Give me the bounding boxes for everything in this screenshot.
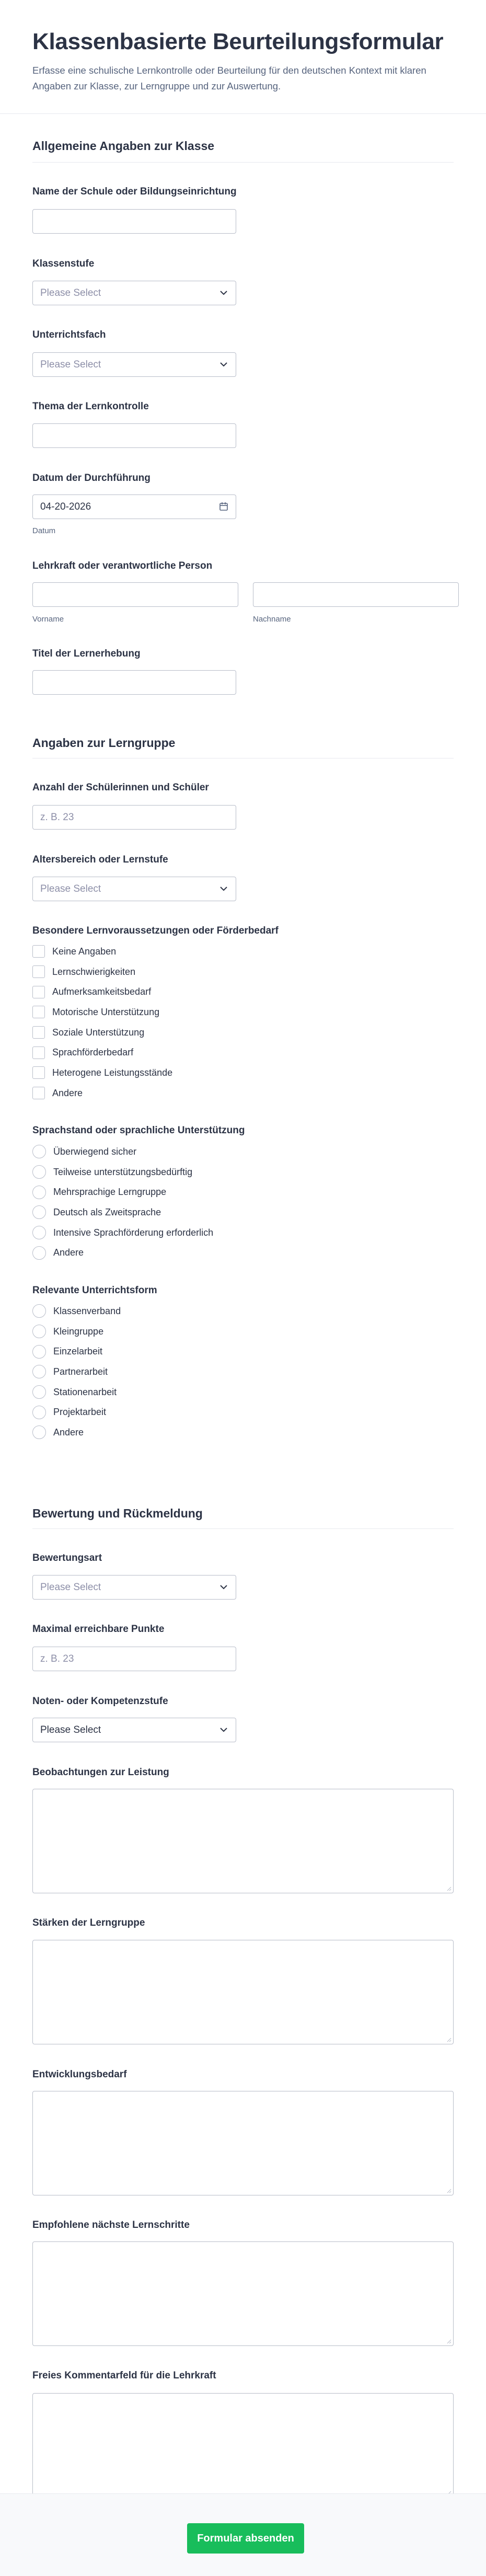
teacher-label: Lehrkraft oder verantwortliche Person <box>32 560 213 571</box>
topic-label: Thema der Lernkontrolle <box>32 401 149 412</box>
assessment-title-input[interactable] <box>32 670 236 695</box>
radio-option[interactable]: Andere <box>32 1243 213 1263</box>
comment-textarea[interactable] <box>32 2393 454 2498</box>
strengths-textarea[interactable] <box>32 1940 454 2044</box>
radio-option[interactable]: Stationenarbeit <box>32 1382 121 1402</box>
grade-level-select-value: Please Select <box>40 1724 101 1735</box>
eval-type-select-value: Please Select <box>40 1582 101 1593</box>
form-footer <box>0 2493 486 2576</box>
last-name-sublabel: Nachname <box>253 615 291 624</box>
chevron-down-icon <box>220 1584 227 1590</box>
chevron-down-icon <box>220 1727 227 1732</box>
eval-type-select[interactable] <box>32 1575 236 1600</box>
radio-option[interactable]: Partnerarbeit <box>32 1362 121 1382</box>
chevron-down-icon <box>220 362 227 367</box>
radio-option[interactable]: Überwiegend sicher <box>32 1142 213 1162</box>
date-input[interactable] <box>32 494 236 519</box>
first-name-sublabel: Vorname <box>32 615 64 624</box>
checkbox-option[interactable]: Aufmerksamkeitsbedarf <box>32 982 172 1002</box>
language-label: Sprachstand oder sprachliche Unterstützung <box>32 1125 245 1136</box>
section-heading-group: Angaben zur Lerngruppe <box>32 736 176 750</box>
subject-select[interactable] <box>32 352 236 377</box>
max-points-input[interactable] <box>32 1647 236 1671</box>
next-steps-textarea[interactable] <box>32 2241 454 2346</box>
form-header <box>0 0 486 114</box>
page-title: Klassenbasierte Beurteilungsformular <box>32 29 444 54</box>
teacher-first-name-input[interactable] <box>32 582 238 607</box>
checkbox[interactable] <box>32 945 45 958</box>
radio-button[interactable] <box>32 1246 46 1260</box>
needs-checkbox-group <box>32 941 172 1103</box>
eval-type-label: Bewertungsart <box>32 1552 102 1563</box>
age-range-select-value: Please Select <box>40 883 101 894</box>
student-count-input[interactable] <box>32 805 236 830</box>
radio-option[interactable]: Projektarbeit <box>32 1402 121 1422</box>
grade-label: Klassenstufe <box>32 258 95 269</box>
section-heading-evaluation: Bewertung und Rückmeldung <box>32 1506 203 1520</box>
radio-button[interactable] <box>32 1145 46 1158</box>
teaching-form-radio-group <box>32 1301 121 1443</box>
radio-button[interactable] <box>32 1385 46 1399</box>
max-points-label: Maximal erreichbare Punkte <box>32 1624 165 1635</box>
assessment-title-label: Titel der Lernerhebung <box>32 648 141 659</box>
grade-select-value: Please Select <box>40 288 101 298</box>
radio-button[interactable] <box>32 1226 46 1239</box>
student-count-label: Anzahl der Schülerinnen und Schüler <box>32 782 209 793</box>
radio-button[interactable] <box>32 1425 46 1439</box>
radio-option[interactable]: Klassenverband <box>32 1301 121 1321</box>
needs-label: Besondere Lernvoraussetzungen oder Förderbedarf <box>32 925 279 936</box>
grade-select[interactable] <box>32 281 236 305</box>
section-divider <box>32 1528 454 1529</box>
calendar-icon[interactable] <box>219 502 228 511</box>
checkbox-option[interactable]: Lernschwierigkeiten <box>32 962 172 982</box>
strengths-label: Stärken der Lerngruppe <box>32 1917 145 1928</box>
observations-textarea[interactable] <box>32 1789 454 1893</box>
radio-option[interactable]: Intensive Sprachförderung erforderlich <box>32 1223 213 1243</box>
radio-option[interactable]: Deutsch als Zweitsprache <box>32 1202 213 1223</box>
checkbox-option[interactable]: Andere <box>32 1083 172 1103</box>
checkbox-option[interactable]: Sprachförderbedarf <box>32 1042 172 1063</box>
radio-button[interactable] <box>32 1304 46 1318</box>
checkbox-option[interactable]: Soziale Unterstützung <box>32 1022 172 1043</box>
page-description: Erfasse eine schulische Lernkontrolle oder Beurteilung für den deutschen Kontext mit klaren Angaben zur Klasse, zur Lerngruppe und zur Auswertung. <box>32 65 426 91</box>
development-label: Entwicklungsbedarf <box>32 2069 127 2080</box>
radio-option[interactable]: Teilweise unterstützungsbedürftig <box>32 1162 213 1182</box>
checkbox[interactable] <box>32 1046 45 1059</box>
radio-option[interactable]: Mehrsprachige Lerngruppe <box>32 1182 213 1202</box>
checkbox-option[interactable]: Heterogene Leistungsstände <box>32 1063 172 1083</box>
radio-button[interactable] <box>32 1165 46 1179</box>
checkbox-option[interactable]: Motorische Unterstützung <box>32 1002 172 1022</box>
date-label: Datum der Durchführung <box>32 473 151 484</box>
chevron-down-icon <box>220 290 227 295</box>
subject-label: Unterrichtsfach <box>32 329 106 340</box>
grade-level-select[interactable] <box>32 1718 236 1742</box>
checkbox[interactable] <box>32 1087 45 1099</box>
age-range-select[interactable] <box>32 877 236 901</box>
radio-button[interactable] <box>32 1186 46 1199</box>
grade-level-label: Noten- oder Kompetenzstufe <box>32 1696 168 1707</box>
checkbox[interactable] <box>32 986 45 998</box>
observations-label: Beobachtungen zur Leistung <box>32 1767 169 1778</box>
date-value: 04-20-2026 <box>40 501 91 512</box>
development-textarea[interactable] <box>32 2091 454 2195</box>
resize-grip-icon[interactable] <box>446 2339 452 2344</box>
resize-grip-icon[interactable] <box>446 1886 452 1891</box>
radio-option[interactable]: Kleingruppe <box>32 1321 121 1342</box>
radio-button[interactable] <box>32 1406 46 1419</box>
topic-input[interactable] <box>32 423 236 448</box>
checkbox[interactable] <box>32 1026 45 1039</box>
next-steps-label: Empfohlene nächste Lernschritte <box>32 2220 190 2230</box>
comment-label: Freies Kommentarfeld für die Lehrkraft <box>32 2370 216 2381</box>
resize-grip-icon[interactable] <box>446 2188 452 2193</box>
checkbox[interactable] <box>32 1006 45 1018</box>
age-range-label: Altersbereich oder Lernstufe <box>32 854 168 865</box>
checkbox-option[interactable]: Keine Angaben <box>32 941 172 962</box>
resize-grip-icon[interactable] <box>446 2037 452 2042</box>
submit-button[interactable]: Formular absenden <box>187 2523 304 2554</box>
radio-option[interactable]: Andere <box>32 1422 121 1443</box>
radio-button[interactable] <box>32 1325 46 1338</box>
teacher-last-name-input[interactable] <box>253 582 459 607</box>
date-sublabel: Datum <box>32 526 56 535</box>
teaching-form-label: Relevante Unterrichtsform <box>32 1285 157 1296</box>
radio-option[interactable]: Einzelarbeit <box>32 1341 121 1362</box>
school-label: Name der Schule oder Bildungseinrichtung <box>32 186 237 197</box>
radio-button[interactable] <box>32 1205 46 1219</box>
chevron-down-icon <box>220 886 227 891</box>
subject-select-value: Please Select <box>40 359 101 370</box>
section-heading-general: Allgemeine Angaben zur Klasse <box>32 139 215 153</box>
checkbox[interactable] <box>32 965 45 978</box>
radio-button[interactable] <box>32 1365 46 1378</box>
language-radio-group <box>32 1142 213 1263</box>
radio-button[interactable] <box>32 1345 46 1359</box>
section-divider <box>32 162 454 163</box>
checkbox[interactable] <box>32 1066 45 1079</box>
school-input[interactable] <box>32 209 236 234</box>
